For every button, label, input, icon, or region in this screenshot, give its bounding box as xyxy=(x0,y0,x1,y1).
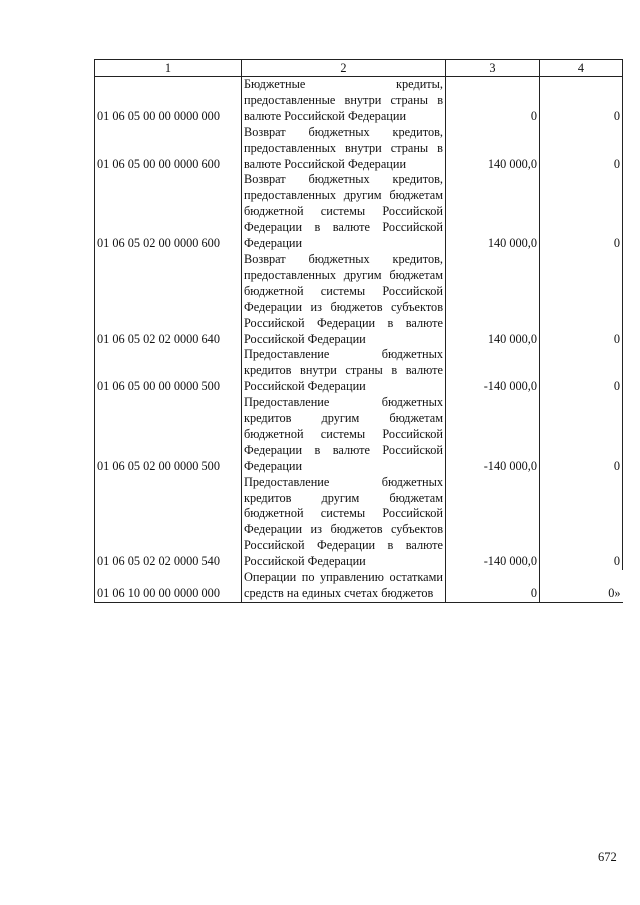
row-name: Операции по управлению остатками средств на единых счетах бюджетов xyxy=(242,570,446,602)
row-name: Возврат бюджетных кредитов, предоставленных другим бюджетам бюджетной системы Российской Федерации из бюджетов субъектов Российской Федерации в валюте Российской Федерации xyxy=(242,252,446,347)
header-col-2: 2 xyxy=(242,60,446,77)
row-col3-value: 140 000,0 xyxy=(446,125,540,173)
row-name: Возврат бюджетных кредитов, предоставленных внутри страны в валюте Российской Федерации xyxy=(242,125,446,173)
table-row xyxy=(95,125,623,173)
row-col3-value: -140 000,0 xyxy=(446,395,540,475)
budget-sources-table xyxy=(94,59,623,603)
row-col3-value: 140 000,0 xyxy=(446,252,540,347)
page-number: 672 xyxy=(598,850,617,864)
row-col3-value: -140 000,0 xyxy=(446,347,540,395)
row-code: 01 06 05 02 00 0000 600 xyxy=(95,172,242,252)
header-col-3: 3 xyxy=(446,60,540,77)
row-col3-value: 140 000,0 xyxy=(446,172,540,252)
row-col4-value: 0 xyxy=(540,395,623,475)
table-row xyxy=(95,395,623,475)
row-name: Предоставление бюджетных кредитов внутри страны в валюте Российской Федерации xyxy=(242,347,446,395)
row-code: 01 06 10 00 00 0000 000 xyxy=(95,570,242,602)
row-code: 01 06 05 02 02 0000 540 xyxy=(95,475,242,570)
header-col-1: 1 xyxy=(95,60,242,77)
table-row xyxy=(95,77,623,125)
row-col4-value: 0 xyxy=(540,125,623,173)
table-header-row xyxy=(95,60,623,77)
row-col4-value: 0 xyxy=(540,252,623,347)
row-name: Предоставление бюджетных кредитов другим бюджетам бюджетной системы Российской Федерации из бюджетов субъектов Российской Федерации в валюте Российской Федерации xyxy=(242,475,446,570)
table-row xyxy=(95,252,623,347)
row-col4-value: 0 xyxy=(540,347,623,395)
row-col4-value: 0 xyxy=(540,172,623,252)
row-col3-value: -140 000,0 xyxy=(446,475,540,570)
row-name: Бюджетные кредиты, предоставленные внутри страны в валюте Российской Федерации xyxy=(242,77,446,125)
table-row xyxy=(95,172,623,252)
row-code: 01 06 05 02 02 0000 640 xyxy=(95,252,242,347)
row-code: 01 06 05 00 00 0000 500 xyxy=(95,347,242,395)
table-row xyxy=(95,475,623,570)
table-row xyxy=(95,347,623,395)
row-code: 01 06 05 00 00 0000 000 xyxy=(95,77,242,125)
row-col4-value: 0 xyxy=(540,475,623,570)
row-name: Предоставление бюджетных кредитов другим бюджетам бюджетной системы Российской Федерации в валюте Российской Федерации xyxy=(242,395,446,475)
row-col4-value: 0» xyxy=(540,570,623,602)
table-row xyxy=(95,570,623,602)
row-code: 01 06 05 00 00 0000 600 xyxy=(95,125,242,173)
row-name: Возврат бюджетных кредитов, предоставленных другим бюджетам бюджетной системы Российской Федерации в валюте Российской Федерации xyxy=(242,172,446,252)
row-col3-value: 0 xyxy=(446,77,540,125)
row-col4-value: 0 xyxy=(540,77,623,125)
row-col3-value: 0 xyxy=(446,570,540,602)
header-col-4: 4 xyxy=(540,60,623,77)
row-code: 01 06 05 02 00 0000 500 xyxy=(95,395,242,475)
